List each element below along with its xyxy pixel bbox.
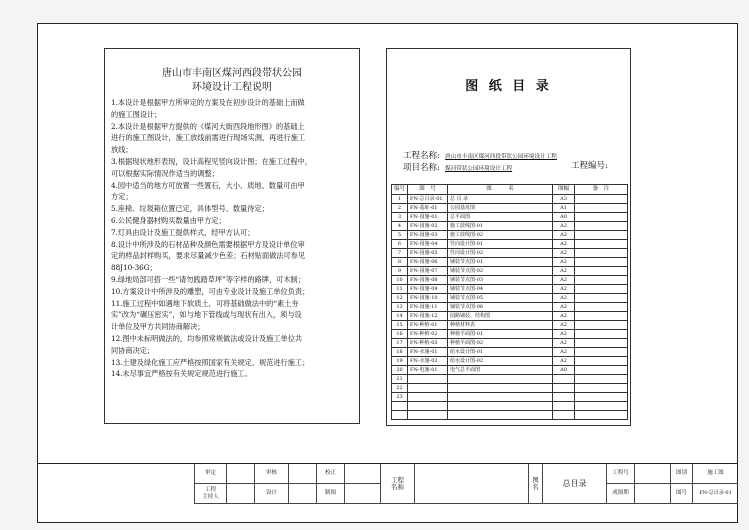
explanation-line: 方定； [111,192,133,202]
title-block [37,463,738,504]
explanation-line: 可以根据实际情况作适当的调整； [111,168,219,178]
cell-size: A2 [553,267,575,276]
explanation-line: 10.方案设计中所涉及的雕塑，可由专业设计及施工单位负责； [111,286,310,296]
cell-remark [575,222,628,231]
cell-code: FN-园施-03 [408,231,448,240]
cell-code: FN-园施-06 [408,258,448,267]
cell-no: 9 [392,267,408,276]
cell-code: FN-水施-01 [408,348,448,357]
drafting-sign [345,484,381,504]
header-name: 图 名 [448,185,553,195]
cell-code: FN-园施-05 [408,249,448,258]
cell-code: FN-基址-01 [408,204,448,213]
cell-name: 公园基址图 [448,204,553,213]
cell-code: FN-电施-01 [408,366,448,375]
table-row [392,267,628,276]
table-row [392,231,628,240]
cell-remark [575,330,628,339]
cell-name [448,375,553,384]
explanation-line: 实”改为“碾压密实”，如与地下管线或与现状有出入，须与设 [111,310,302,320]
cell-size: A2 [553,303,575,312]
table-row [392,276,628,285]
cell-name: 种植平面图-02 [448,339,553,348]
drawing-no-value: FN-总目录-01 [693,484,738,504]
cell-name: 给水设计图-01 [448,348,553,357]
table-row [392,357,628,366]
cell-name: 铺装节点图-05 [448,294,553,303]
table-row [392,204,628,213]
drawing-category-value: 施工图 [693,464,738,484]
cell-size: A2 [553,222,575,231]
title-block-blank [37,464,195,504]
project-name-cell: 工程 名称 [381,464,415,504]
table-row [392,312,628,321]
cell-remark [575,267,628,276]
cell-remark [575,384,628,393]
cell-remark [575,276,628,285]
cell-name: 竖向设计图-02 [448,249,553,258]
cell-remark [575,411,628,420]
cell-no: 21 [392,375,408,384]
table-row [392,366,628,375]
cell-code: FN-园施-11 [408,303,448,312]
cell-remark [575,258,628,267]
item-name-label: 项目名称: [403,163,440,173]
cell-no: 19 [392,357,408,366]
cell-size: A0 [553,213,575,222]
completion-date-value [635,484,671,504]
header-no: 编号 [392,185,408,195]
design-label: 设计 [255,484,289,504]
cell-code: FN-园施-07 [408,267,448,276]
explanation-line: 7.灯具由设计及施工提供样式，经甲方认可； [111,227,255,237]
cell-no: 1 [392,195,408,204]
table-row [392,222,628,231]
cell-size: A3 [553,195,575,204]
cell-no: 7 [392,249,408,258]
table-row [392,258,628,267]
explanation-line: 进行的施工图设计，施工放线前需进行现场实测，再进行施工 [111,133,306,143]
cell-size: A2 [553,357,575,366]
cell-code: FN-总目录-01 [408,195,448,204]
drawing-category-label: 图别 [671,464,693,484]
table-row [392,285,628,294]
explanation-line: 2.本设计是根据甲方提供的《煤河大街西段地形图》的基础上 [111,121,305,131]
cell-name [448,411,553,420]
check-sign [289,464,317,484]
cell-name: 铺装节点图-03 [448,276,553,285]
cell-size [553,393,575,402]
cell-size: A2 [553,240,575,249]
design-sign [289,484,317,504]
cell-size: A2 [553,339,575,348]
explanation-line: 3.根据现状地形表现，设计高程见竖向设计图；在施工过程中， [111,156,312,166]
explanation-line: 9.绿地局部可搭一些“请勿践踏草坪”等字样的路牌，可木制； [111,274,305,284]
drafting-label: 制图 [317,484,345,504]
cell-remark [575,375,628,384]
cell-code [408,384,448,393]
cell-no: 6 [392,240,408,249]
cell-name: 给水设计图-02 [448,357,553,366]
cell-size: A2 [553,258,575,267]
cell-size [553,402,575,411]
cell-no: 11 [392,285,408,294]
explanation-line: 11.施工过程中如遇地下软质土，可将基础做法中的“素土夯 [111,298,299,308]
cell-no: 18 [392,348,408,357]
cell-remark [575,357,628,366]
cell-no: 13 [392,303,408,312]
check-label: 审核 [255,464,289,484]
drawing-list-title: 图 纸 目 录 [465,79,552,94]
cell-remark [575,312,628,321]
cell-size: A0 [553,366,575,375]
explanation-line: 4.园中适当的地方可放置一些置石，大小、质地、数量可由甲 [111,180,305,190]
project-no-label: 工程号 [607,464,635,484]
explanation-line: 定的样品封样购买，要求尽量减少色差；石材贴面做法可参见 [111,251,306,261]
cell-remark [575,231,628,240]
explanation-line: 同协商决定； [111,345,155,355]
table-row [392,303,628,312]
cell-size: A2 [553,276,575,285]
cell-no [392,411,408,420]
cell-remark [575,366,628,375]
cell-no: 2 [392,204,408,213]
cell-no: 23 [392,393,408,402]
project-name-value-cell [415,464,529,504]
document-subtitle: 环境设计工程说明 [192,82,272,93]
cell-code [408,375,448,384]
cell-name [448,393,553,402]
completion-date-label: 成图期 [607,484,635,504]
cell-name: 园路铺装、结构图 [448,312,553,321]
cell-code [408,393,448,402]
cell-remark [575,213,628,222]
project-name-label: 工程名称: [403,151,440,161]
cell-remark [575,294,628,303]
table-row [392,213,628,222]
review-label: 审定 [195,464,227,484]
explanation-lines [111,97,353,380]
proofread-sign [345,464,381,484]
cell-remark [575,339,628,348]
explanation-line: 8.设计中所涉及的石材品种及颜色需要根据甲方及设计单位审 [111,239,305,249]
drawing-list [386,48,631,426]
cell-remark [575,240,628,249]
cell-code: FN-园施-02 [408,222,448,231]
cell-no: 14 [392,312,408,321]
cell-no: 4 [392,222,408,231]
table-row [392,294,628,303]
table-row [392,249,628,258]
cell-no: 15 [392,321,408,330]
cell-name: 铺装节点图-06 [448,303,553,312]
explanation-line: 放线； [111,145,133,155]
cell-no: 17 [392,339,408,348]
cell-remark [575,321,628,330]
cell-code: FN-园施-04 [408,240,448,249]
table-row [392,321,628,330]
explanation-line: 计单位及甲方共同协商解决； [111,322,205,332]
cell-name: 施工放线图-01 [448,222,553,231]
cell-name: 铺装节点图-04 [448,285,553,294]
project-leader-sign [227,484,255,504]
table-row [392,402,628,411]
cell-name: 电气总平面图 [448,366,553,375]
table-row [392,411,628,420]
header-code: 图 号 [408,185,448,195]
document-title: 唐山市丰南区煤河西段带状公园 [162,68,302,79]
cell-size: A2 [553,249,575,258]
cell-no: 22 [392,384,408,393]
cell-code: FN-园施-01 [408,213,448,222]
drawing-list-table [391,184,628,420]
explanation-line: 88J10-36G； [111,263,157,273]
cell-no: 16 [392,330,408,339]
cell-name [448,384,553,393]
project-name-value: 唐山市丰南区煤河西段带状公园环境设计工程 [445,154,557,160]
proofread-label: 校正 [317,464,345,484]
cell-remark [575,195,628,204]
cell-no: 5 [392,231,408,240]
cell-code: FN-种植-03 [408,339,448,348]
table-row [392,240,628,249]
cell-code: FN-园施-10 [408,294,448,303]
drawing-title: 总目录 [543,464,607,504]
drawing-no-label: 图号 [671,484,693,504]
cell-size: A2 [553,294,575,303]
table-row [392,393,628,402]
cell-remark [575,249,628,258]
cell-size: A2 [553,285,575,294]
table-row [392,330,628,339]
cell-code: FN-种植-02 [408,330,448,339]
cell-size: A2 [553,348,575,357]
review-sign [227,464,255,484]
cell-code: FN-园施-08 [408,276,448,285]
explanation-line: 1.本设计是根据甲方所审定的方案及在初步设计的基础上而做 [111,98,305,107]
header-remark: 备 注 [575,185,628,195]
cell-no [392,402,408,411]
drawing-name-label: 图 名 [529,464,543,504]
cell-size [553,384,575,393]
cell-size: A2 [553,330,575,339]
cell-size: A2 [553,231,575,240]
cell-code: FN-水施-02 [408,357,448,366]
cell-remark [575,204,628,213]
cell-size: A2 [553,312,575,321]
table-row [392,348,628,357]
cell-no: 12 [392,294,408,303]
cell-name: 铺装节点图-01 [448,258,553,267]
project-code-label: 工程编号: [571,161,608,171]
cell-remark [575,348,628,357]
explanation-line: 13.土建及绿化施工应严格按照国家有关规定、规范进行施工； [111,357,310,367]
cell-code: FN-园施-12 [408,312,448,321]
table-header-row [392,185,628,195]
table-row [392,384,628,393]
cell-no: 3 [392,213,408,222]
cell-size: A2 [553,321,575,330]
cell-remark [575,285,628,294]
cell-name: 总平面图 [448,213,553,222]
explanation-line: 14.未尽事宜严格按有关规定规范进行施工。 [111,369,252,379]
cell-name: 竖向设计图-01 [448,240,553,249]
cell-no: 10 [392,276,408,285]
design-explanation [104,48,360,424]
cell-name: 总 目 录 [448,195,553,204]
cell-size [553,375,575,384]
project-leader-label: 工程 主持人 [195,484,227,504]
cell-size [553,411,575,420]
explanation-line: 的施工图设计； [111,109,162,119]
project-no-value [635,464,671,484]
cell-no: 20 [392,366,408,375]
cell-name: 种植平面图-01 [448,330,553,339]
cell-remark [575,402,628,411]
header-size: 图幅 [553,185,575,195]
cell-code: FN-种植-01 [408,321,448,330]
table-row [392,339,628,348]
cell-remark [575,303,628,312]
cell-code [408,411,448,420]
table-row [392,375,628,384]
explanation-line: 6.公民健身器材购买数量由甲方定； [111,215,226,225]
table-row [392,195,628,204]
cell-name: 施工放线图-02 [448,231,553,240]
cell-size: A1 [553,204,575,213]
explanation-line: 5.座椅、垃圾箱位置已定，具体型号、数量待定； [111,204,269,214]
cell-code [408,402,448,411]
cell-no: 8 [392,258,408,267]
cell-code: FN-园施-09 [408,285,448,294]
cell-remark [575,393,628,402]
cell-name [448,402,553,411]
explanation-line: 12.图中未标明做法的，均参照常规做法或设计及施工单位共 [111,333,303,343]
cell-name: 种植材料表 [448,321,553,330]
item-name-value: 煤河带状公园环境设计工程 [445,166,513,172]
cell-name: 铺装节点图-02 [448,267,553,276]
